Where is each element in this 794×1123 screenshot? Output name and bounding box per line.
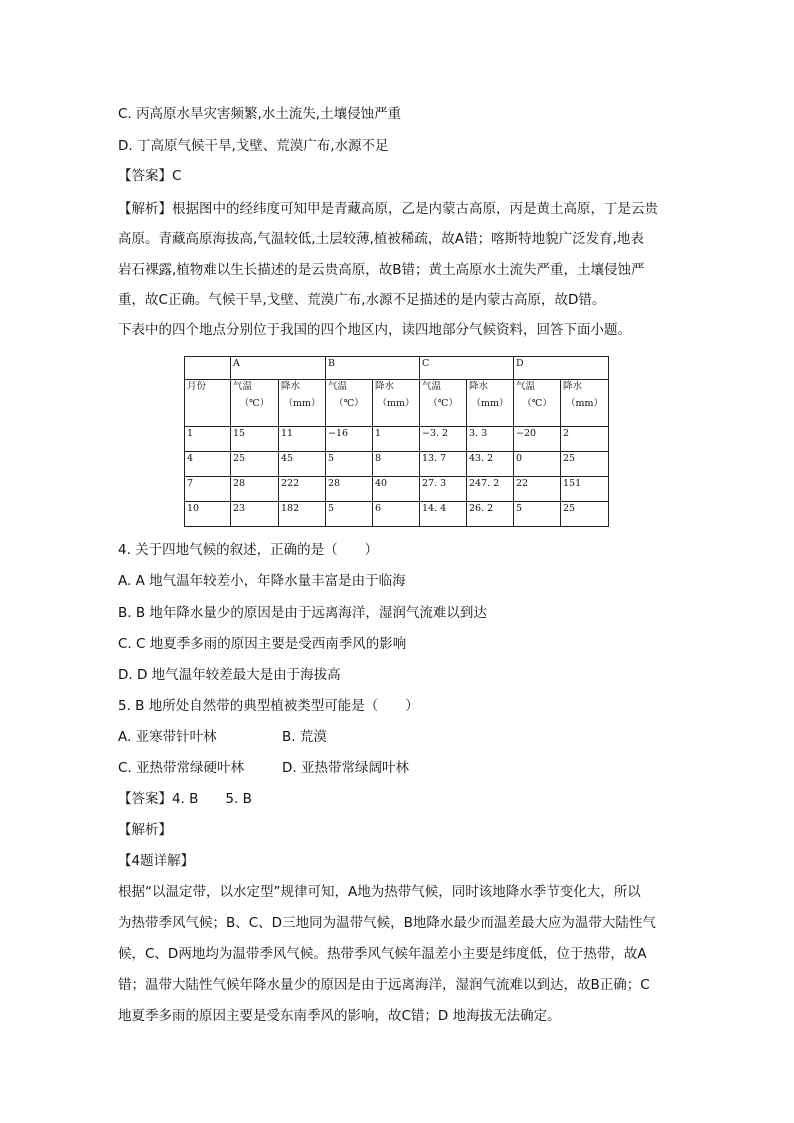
table-cell: 8 [373, 452, 420, 477]
table-cell: 40 [373, 477, 420, 502]
temp-label: 气温 [233, 381, 253, 392]
precip-label: 降水 [469, 381, 489, 392]
month-cell: 10 [185, 502, 231, 527]
precip-unit: （mm） [566, 398, 604, 409]
precip-label: 降水 [281, 381, 301, 392]
table-cell: 45 [279, 452, 326, 477]
place-c-header: C [420, 357, 514, 380]
table-header-places [185, 357, 609, 380]
month-cell: 1 [185, 427, 231, 452]
climate-table [184, 356, 609, 527]
table-cell: 5 [326, 452, 373, 477]
table-cell: 5 [514, 502, 561, 527]
analysis-1-line-4: 重，故C正确。气候干旱,戈壁、荒漠广布,水源不足描述的是内蒙古高原，故D错。 [118, 292, 606, 308]
detail-4-line-3: 候，C、D两地均为温带季风气候。热带季风气候年温差小主要是纬度低，位于热带，故A [118, 946, 647, 962]
table-cell: 5 [326, 502, 373, 527]
temp-label: 气温 [328, 381, 348, 392]
q4-option-d: D. D 地气温年较差最大是由于海拔高 [118, 667, 341, 683]
precip-unit: （mm） [283, 398, 321, 409]
q4-stem: 4. 关于四地气候的叙述，正确的是（ ） [118, 542, 379, 558]
temp-label: 气温 [422, 381, 442, 392]
analysis-1-line-2: 高原。青藏高原海拔高,气温较低,土层较薄,植被稀疏，故A错；喀斯特地貌广泛发育,地表 [118, 231, 644, 247]
temp-label: 气温 [516, 381, 536, 392]
q5-option-a: A. 亚寒带针叶林 [118, 729, 217, 745]
table-cell: 11 [279, 427, 326, 452]
table-cell: 23 [231, 502, 279, 527]
q5-stem: 5. B 地所处自然带的典型植被类型可能是（ ） [118, 698, 419, 714]
detail-4-line-2: 为热带季风气候；B、C、D三地同为温带气候，B地降水最少而温差最大应为温带大陆性气 [118, 915, 656, 931]
precip-unit: （mm） [377, 398, 415, 409]
table-cell: 28 [231, 477, 279, 502]
analysis-2-tag: 【解析】 [118, 822, 172, 838]
precip-header-d [561, 380, 609, 427]
temp-unit: （℃） [239, 398, 270, 409]
table-cell: 13. 7 [420, 452, 467, 477]
detail-4-line-5: 地夏季多雨的原因主要是受东南季风的影响，故C错；D 地海拔无法确定。 [118, 1008, 561, 1024]
table-cell: 151 [561, 477, 609, 502]
place-b-header: B [326, 357, 420, 380]
q5-option-b: B. 荒漠 [282, 729, 327, 745]
temp-header-a [231, 380, 279, 427]
detail-4-tag: 【4题详解】 [118, 853, 195, 869]
table-row [185, 452, 609, 477]
answer-2: 【答案】4. B 5. B [118, 791, 252, 807]
table-cell: 1 [373, 427, 420, 452]
precip-label: 降水 [563, 381, 583, 392]
table-corner [185, 357, 231, 380]
table-cell: 182 [279, 502, 326, 527]
place-a-header: A [231, 357, 326, 380]
month-cell: 4 [185, 452, 231, 477]
table-cell: 222 [279, 477, 326, 502]
table-cell: 43. 2 [467, 452, 514, 477]
precip-label: 降水 [375, 381, 395, 392]
table-cell: 0 [514, 452, 561, 477]
table-intro: 下表中的四个地点分别位于我国的四个地区内，读四地部分气候资料，回答下面小题。 [118, 322, 631, 338]
precip-header-a [279, 380, 326, 427]
analysis-1-line-3: 岩石裸露,植物难以生长描述的是云贵高原，故B错；黄土高原水土流失严重，土壤侵蚀严 [118, 262, 645, 278]
table-cell: 28 [326, 477, 373, 502]
table-cell: 6 [373, 502, 420, 527]
table-cell: 2 [561, 427, 609, 452]
table-cell: 3. 3 [467, 427, 514, 452]
analysis-1-line-1: 【解析】根据图中的经纬度可知甲是青藏高原，乙是内蒙古高原，丙是黄土高原，丁是云贵 [118, 201, 658, 217]
detail-4-line-4: 错；温带大陆性气候年降水量少的原因是由于远离海洋，湿润气流难以到达，故B正确；C [118, 977, 650, 993]
table-header-units [185, 380, 609, 427]
option-d-prev: D. 丁高原气候干旱,戈壁、荒漠广布,水源不足 [118, 138, 389, 154]
temp-unit: （℃） [522, 398, 552, 409]
precip-header-c [467, 380, 514, 427]
place-d-header: D [514, 357, 609, 380]
table-cell: −3. 2 [420, 427, 467, 452]
option-c-prev: C. 丙高原水旱灾害频繁,水土流失,土壤侵蚀严重 [118, 106, 402, 122]
precip-unit: （mm） [471, 398, 509, 409]
q5-option-d: D. 亚热带常绿阔叶林 [282, 760, 409, 776]
q4-option-b: B. B 地年降水量少的原因是由于远离海洋，湿润气流难以到达 [118, 605, 487, 621]
table-row [185, 477, 609, 502]
table-cell: −20 [514, 427, 561, 452]
table-row [185, 427, 609, 452]
temp-unit: （℃） [334, 398, 364, 409]
table-cell: 26. 2 [467, 502, 514, 527]
precip-header-b [373, 380, 420, 427]
answer-1: 【答案】C [118, 168, 182, 184]
q5-option-c: C. 亚热带常绿硬叶林 [118, 760, 245, 776]
table-cell: 15 [231, 427, 279, 452]
month-header: 月份 [185, 380, 231, 427]
q4-option-c: C. C 地夏季多雨的原因主要是受西南季风的影响 [118, 636, 407, 652]
q4-option-a: A. A 地气温年较差小，年降水量丰富是由于临海 [118, 573, 406, 589]
month-cell: 7 [185, 477, 231, 502]
detail-4-line-1: 根据“以温定带，以水定型”规律可知，A地为热带气候，同时该地降水季节变化大，所以 [118, 884, 641, 900]
table-cell: 27. 3 [420, 477, 467, 502]
temp-header-b [326, 380, 373, 427]
table-cell: 25 [561, 502, 609, 527]
table-cell: 14. 4 [420, 502, 467, 527]
table-cell: 25 [561, 452, 609, 477]
table-row [185, 502, 609, 527]
table-cell: −16 [326, 427, 373, 452]
table-cell: 22 [514, 477, 561, 502]
temp-unit: （℃） [428, 398, 458, 409]
table-cell: 247. 2 [467, 477, 514, 502]
temp-header-d [514, 380, 561, 427]
table-cell: 25 [231, 452, 279, 477]
temp-header-c [420, 380, 467, 427]
